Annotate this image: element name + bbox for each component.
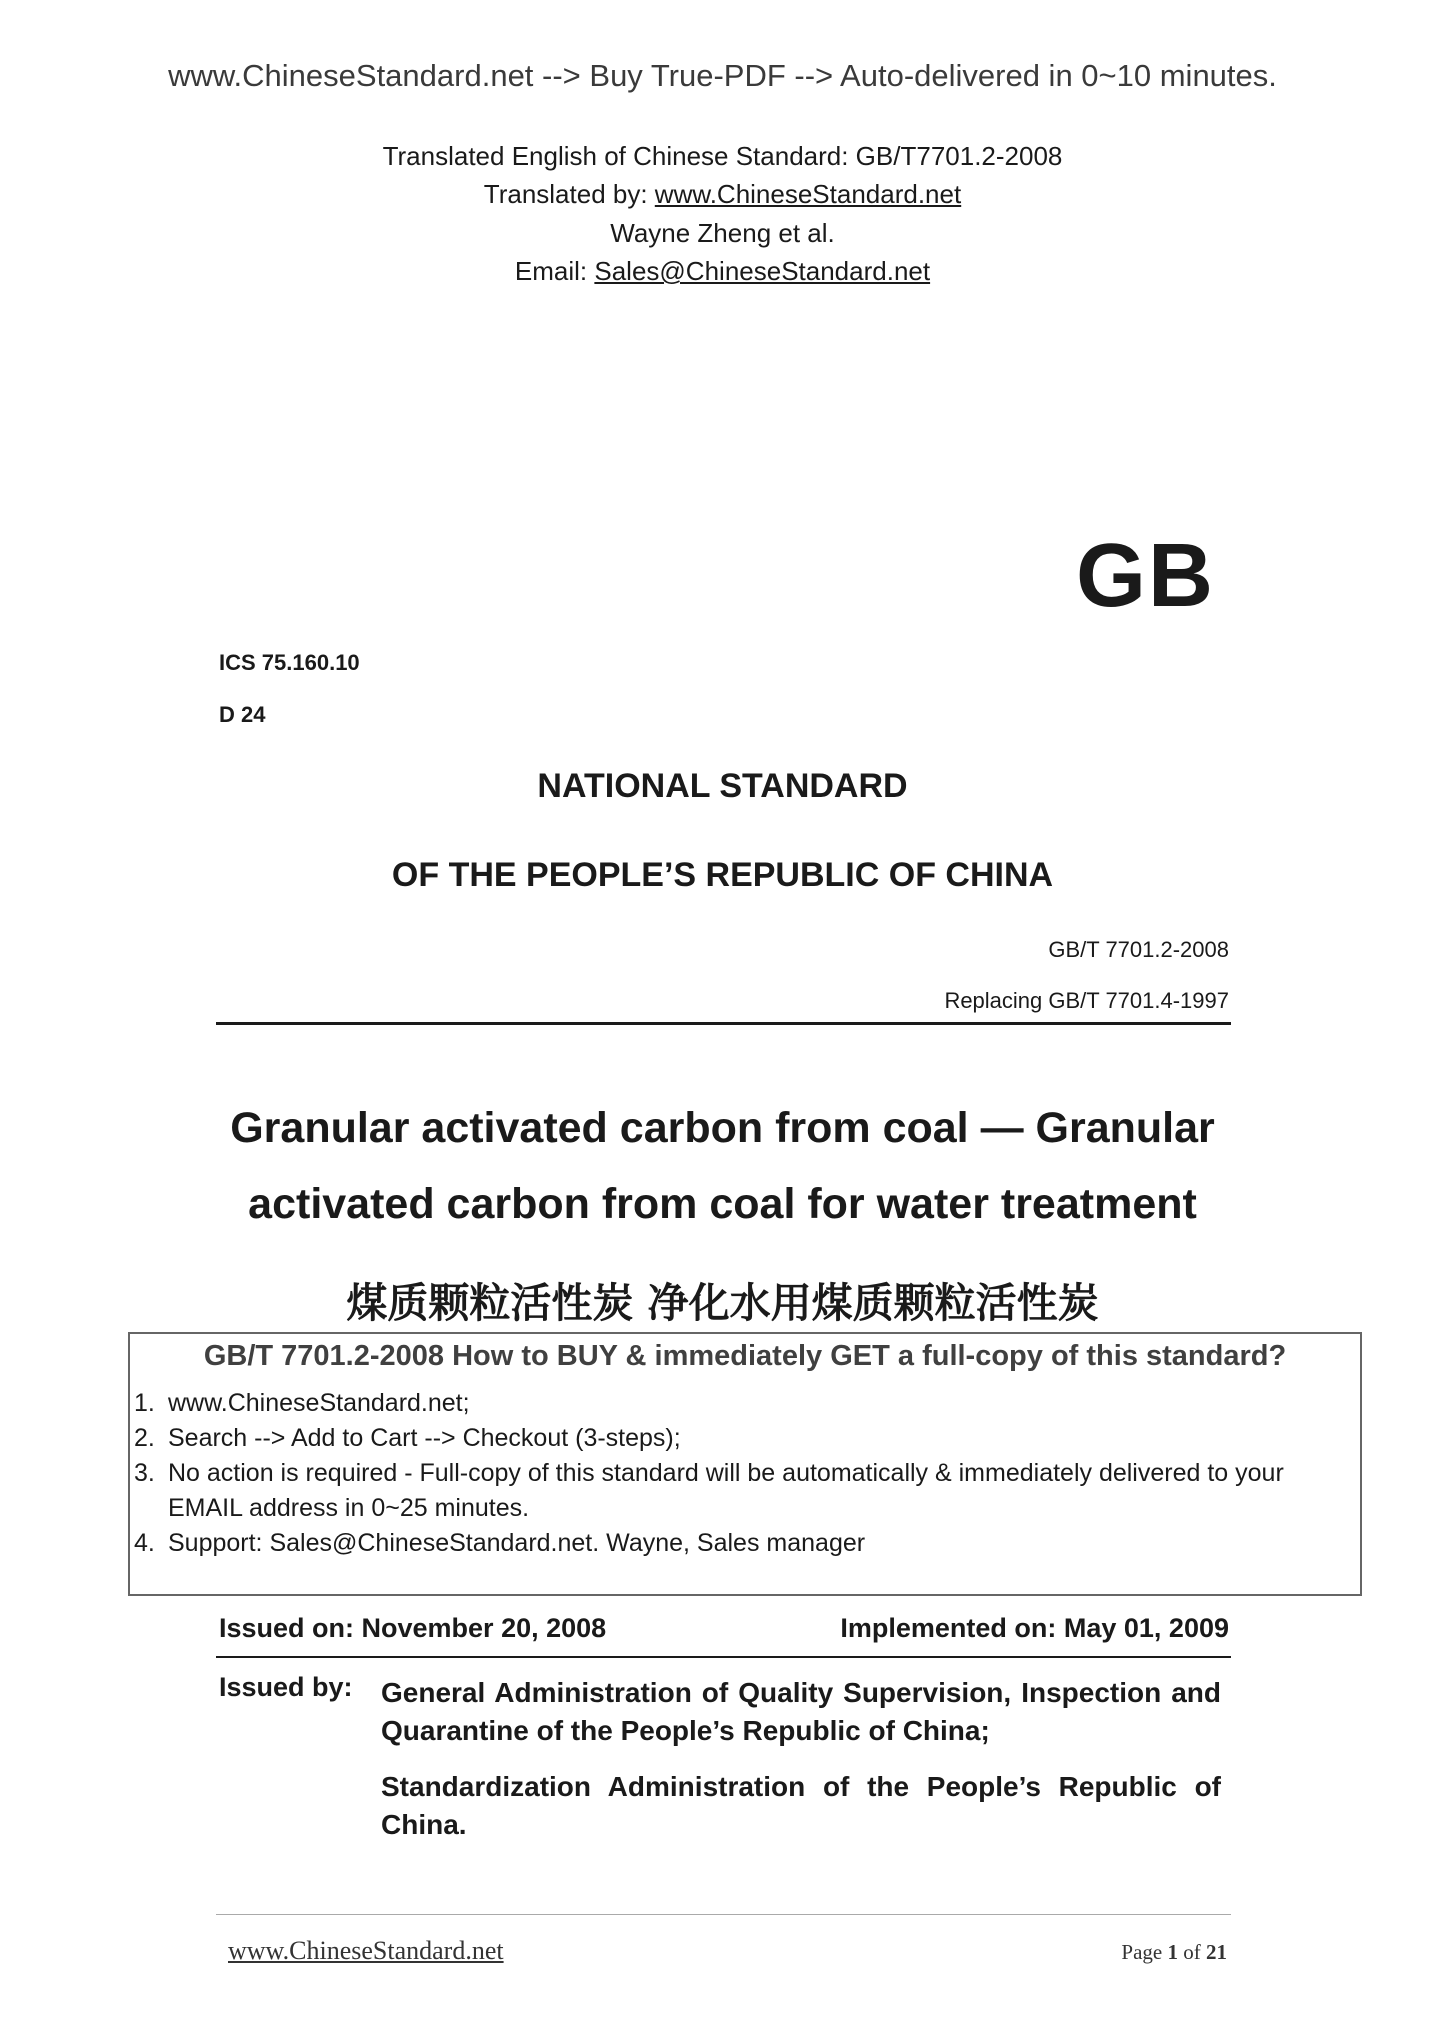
page-total: 21 [1206, 1940, 1227, 1964]
english-title-line1: Granular activated carbon from coal — Granular [230, 1104, 1215, 1152]
page-label: Page [1121, 1940, 1163, 1964]
national-standard-subheading: OF THE PEOPLE’S REPUBLIC OF CHINA [391, 856, 1054, 894]
issued-by-label: Issued by: [219, 1672, 353, 1702]
english-title-line2: activated carbon from coal for water treatment [248, 1180, 1197, 1228]
page-of: of [1183, 1940, 1201, 1964]
gb-mark: GB [1076, 526, 1215, 626]
purchase-box-heading: GB/T 7701.2-2008 How to BUY & immediately GET a full-copy of this standard? [203, 1340, 1287, 1372]
step-number: 2. [134, 1424, 155, 1452]
standard-number: GB/T 7701.2-2008 [1048, 937, 1229, 962]
footer-divider [216, 1914, 1231, 1915]
purchase-step [134, 1421, 1348, 1456]
translated-by [0, 179, 1445, 210]
implemented-on-date: Implemented on: May 01, 2009 [840, 1613, 1229, 1643]
translator-site-link[interactable]: www.ChineseStandard.net [654, 179, 962, 209]
step-text[interactable]: www.ChineseStandard.net; [168, 1389, 470, 1417]
issuer-sac: Standardization Administration of the People’s Republic of China. [381, 1771, 1221, 1840]
issued-on-date: Issued on: November 20, 2008 [219, 1613, 607, 1643]
replacing-standard: Replacing GB/T 7701.4-1997 [944, 988, 1229, 1013]
purchase-step [134, 1456, 1348, 1526]
purchase-step [134, 1526, 1348, 1561]
step-text: Search --> Add to Cart --> Checkout (3-steps); [168, 1424, 681, 1452]
translated-by-label: Translated by: [483, 179, 655, 209]
translation-title: Translated English of Chinese Standard: GB/T7701.2-2008 [382, 141, 1063, 171]
ccs-code: D 24 [219, 702, 266, 727]
ics-code: ICS 75.160.10 [219, 650, 360, 675]
email-link[interactable]: Sales@ChineseStandard.net [594, 256, 931, 286]
dates-divider [216, 1656, 1231, 1658]
step-number: 4. [134, 1529, 155, 1557]
national-standard-heading: NATIONAL STANDARD [537, 767, 908, 805]
step-number: 1. [134, 1389, 155, 1417]
title-divider [216, 1022, 1231, 1025]
step-text: Support: Sales@ChineseStandard.net. Wayne, Sales manager [168, 1529, 866, 1557]
purchase-step [134, 1386, 1348, 1421]
top-banner[interactable]: www.ChineseStandard.net --> Buy True-PDF --> Auto-delivered in 0~10 minutes. [168, 58, 1277, 93]
footer-site-link[interactable]: www.ChineseStandard.net [228, 1936, 504, 1965]
purchase-steps-list [134, 1386, 1348, 1561]
contact-email [0, 256, 1445, 287]
step-text: No action is required - Full-copy of this standard will be automatically & immediately delivered to your EMAIL address in 0~25 minutes. [168, 1459, 1284, 1522]
step-number: 3. [134, 1459, 155, 1487]
issuer-aqsiq: General Administration of Quality Supervision, Inspection and Quarantine of the People’s Republic of China; [381, 1677, 1221, 1746]
email-label: Email: [514, 256, 595, 286]
purchase-info-box [128, 1332, 1362, 1596]
page-indicator [1121, 1940, 1227, 1965]
translator-names: Wayne Zheng et al. [610, 218, 835, 248]
chinese-title: 煤质颗粒活性炭 净化水用煤质颗粒活性炭 [346, 1279, 1099, 1327]
page-current: 1 [1167, 1940, 1178, 1964]
